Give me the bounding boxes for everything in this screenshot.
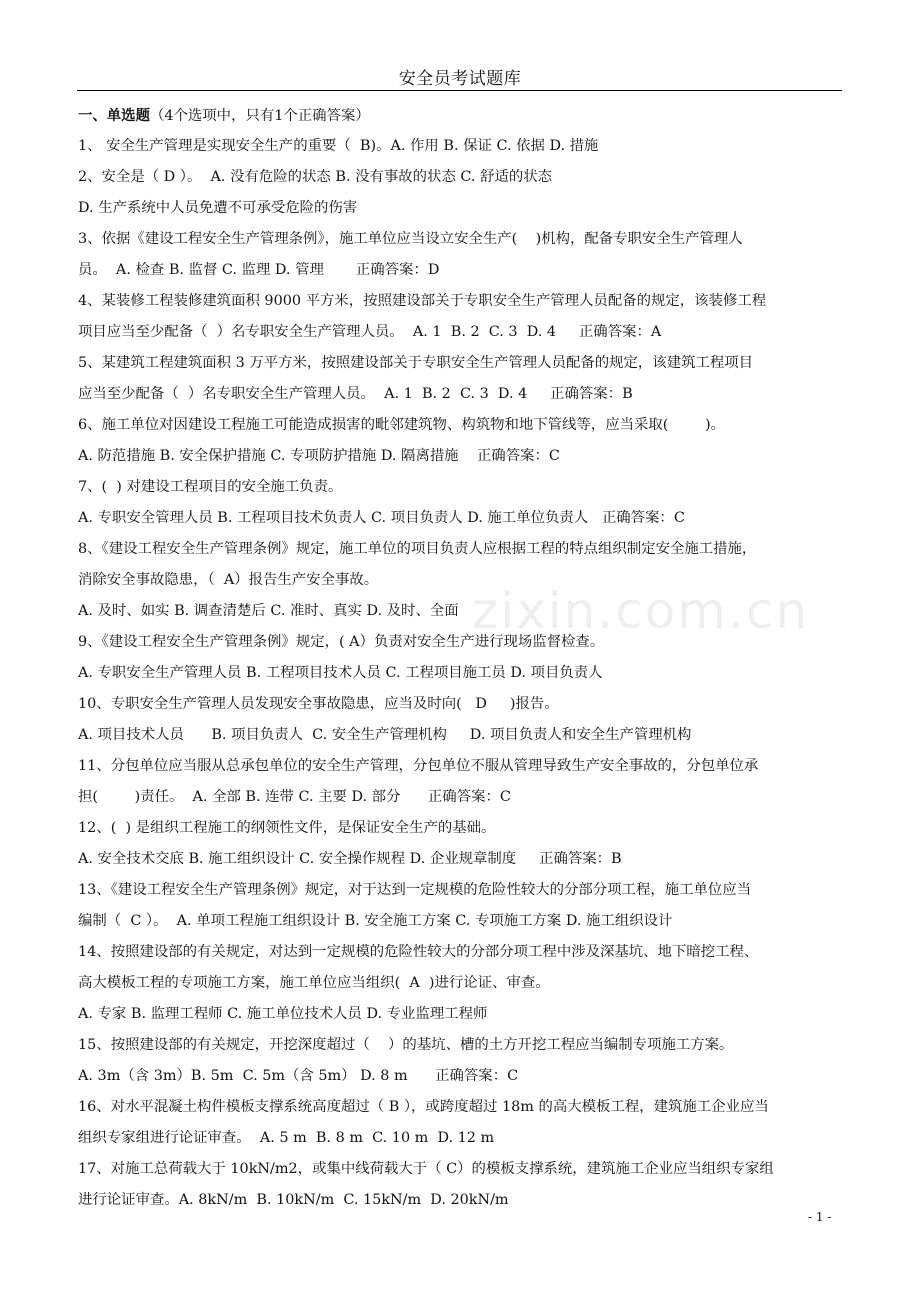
watermark: zixin.com.cn <box>472 582 810 640</box>
text-line: 17、对施工总荷载大于 10kN/m2，或集中线荷载大于（ C）的模板支撑系统，建筑施工企业应当组织专家组 <box>78 1161 774 1177</box>
text-line: 应当至少配备（ ）名专职安全生产管理人员。 A. 1 B. 2 C. 3 D. 4 正确答案：B <box>78 386 633 402</box>
text-line: 13、《建设工程安全生产管理条例》规定，对于达到一定规模的危险性较大的分部分项工程，施工单位应当 <box>78 882 752 898</box>
page-number: - 1 - <box>808 1210 832 1224</box>
text-line: 11、分包单位应当服从总承包单位的安全生产管理，分包单位不服从管理导致生产安全事故的，分包单位承 <box>78 758 759 774</box>
text-line: 16、对水平混凝土构件模板支撑系统高度超过（ B ），或跨度超过 18m 的高大模板工程，建筑施工企业应当 <box>78 1099 769 1115</box>
text-line: 编制（ C ）。 A. 单项工程施工组织设计 B. 安全施工方案 C. 专项施工方案 D. 施工组织设计 <box>78 913 673 929</box>
document-body <box>78 100 848 1216</box>
text-line: 5、某建筑工程建筑面积 3 万平方米，按照建设部关于专职安全生产管理人员配备的规定，该建筑工程项目 <box>78 355 754 371</box>
text-line: A. 防范措施 B. 安全保护措施 C. 专项防护措施 D. 隔离措施 正确答案：C <box>78 448 560 464</box>
header-divider <box>77 90 842 91</box>
section-heading-line <box>78 100 848 131</box>
text-line: 进行论证审查。A. 8kN/m B. 10kN/m C. 15kN/m D. 20kN/m <box>78 1192 509 1208</box>
text-line: 担( )责任。 A. 全部 B. 连带 C. 主要 D. 部分 正确答案：C <box>78 789 511 805</box>
text-line: 项目应当至少配备（ ）名专职安全生产管理人员。 A. 1 B. 2 C. 3 D. 4 正确答案：A <box>78 324 662 340</box>
text-line: A. 3m（含 3m）B. 5m C. 5m（含 5m） D. 8 m 正确答案：C <box>78 1068 519 1084</box>
text-line: 12、( ) 是组织工程施工的纲领性文件，是保证安全生产的基础。 <box>78 820 496 836</box>
text-line: 4、某装修工程装修建筑面积 9000 平方米，按照建设部关于专职安全生产管理人员配备的规定，该装修工程 <box>78 293 767 309</box>
section-note: （4个选项中，只有1个正确答案） <box>149 108 370 124</box>
text-line: 员。 A. 检查 B. 监督 C. 监理 D. 管理 正确答案：D <box>78 262 440 278</box>
text-line: A. 项目技术人员 B. 项目负责人 C. 安全生产管理机构 D. 项目负责人和安全生产管理机构 <box>78 727 692 743</box>
text-line: 7、( ) 对建设工程项目的安全施工负责。 <box>78 479 343 495</box>
text-line: A. 专职安全生产管理人员 B. 工程项目技术人员 C. 工程项目施工员 D. 项目负责人 <box>78 665 603 681</box>
document-title: 安全员考试题库 <box>398 69 522 89</box>
section-heading: 一、单选题 <box>78 107 150 124</box>
text-line: A. 安全技术交底 B. 施工组织设计 C. 安全操作规程 D. 企业规章制度 正确答案：B <box>78 851 622 867</box>
text-line: D. 生产系统中人员免遭不可承受危险的伤害 <box>78 200 358 216</box>
text-line: 1、 安全生产管理是实现安全生产的重要（ B)。A. 作用 B. 保证 C. 依据 D. 措施 <box>78 138 599 154</box>
text-line: 10、专职安全生产管理人员发现安全事故隐患，应当及时向( D )报告。 <box>78 696 559 712</box>
text-line: 组织专家组进行论证审查。 A. 5 m B. 8 m C. 10 m D. 12 m <box>78 1130 495 1146</box>
text-line: A. 及时、如实 B. 调查清楚后 C. 准时、真实 D. 及时、全面 <box>78 603 459 619</box>
text-line: A. 专家 B. 监理工程师 C. 施工单位技术人员 D. 专业监理工程师 <box>78 1006 488 1022</box>
text-line: 9、《建设工程安全生产管理条例》规定，( A）负责对安全生产进行现场监督检查。 <box>78 634 605 650</box>
text-line: A. 专职安全管理人员 B. 工程项目技术负责人 C. 项目负责人 D. 施工单位负责人 正确答案：C <box>78 510 685 526</box>
text-line: 14、按照建设部的有关规定，对达到一定规模的危险性较大的分部分项工程中涉及深基坑、地下暗挖工程、 <box>78 944 759 960</box>
text-line: 3、依据《建设工程安全生产管理条例》，施工单位应当设立安全生产( )机构，配备专职安全生产管理人 <box>78 231 743 247</box>
text-line: 15、按照建设部的有关规定，开挖深度超过（ ）的基坑、槽的土方开挖工程应当编制专项施工方案。 <box>78 1037 734 1053</box>
text-line: 高大模板工程的专项施工方案，施工单位应当组织( A )进行论证、审查。 <box>78 975 550 991</box>
text-line: 消除安全事故隐患，（ A）报告生产安全事故。 <box>78 572 379 588</box>
text-line: 6、施工单位对因建设工程施工可能造成损害的毗邻建筑物、构筑物和地下管线等，应当采取( )。 <box>78 417 725 433</box>
text-line: 2、安全是（ D ）。 A. 没有危险的状态 B. 没有事故的状态 C. 舒适的状态 <box>78 169 553 185</box>
text-line: 8、《建设工程安全生产管理条例》规定，施工单位的项目负责人应根据工程的特点组织制定安全施工措施， <box>78 541 757 557</box>
